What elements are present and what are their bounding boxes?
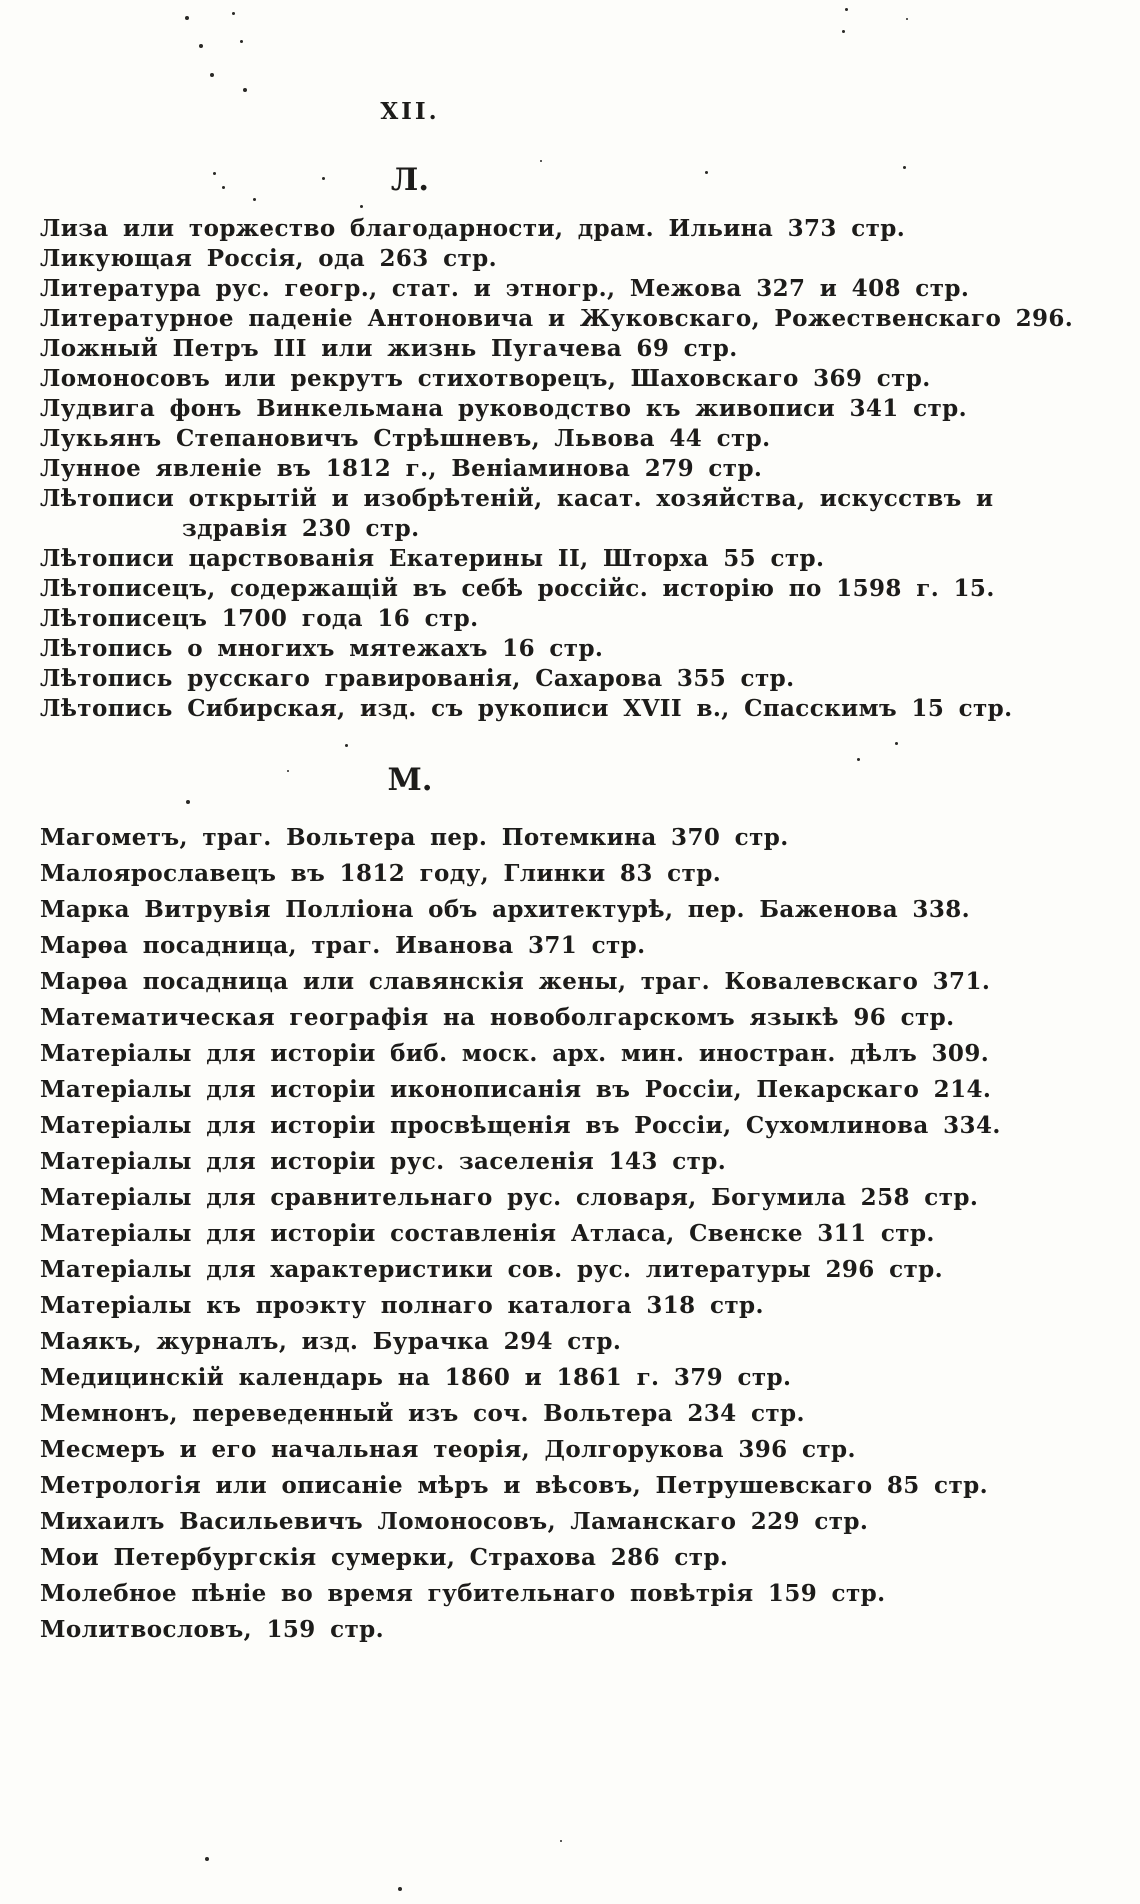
index-entry: Ликующая Россія, ода 263 стр. (40, 245, 498, 272)
index-entry: Лудвига фонъ Винкельмана руководство къ живописи 341 стр. (40, 395, 968, 422)
index-entry: Ложный Петръ III или жизнь Пугачева 69 стр. (40, 335, 738, 362)
scan-speck (895, 742, 898, 745)
index-entry: Матеріалы къ проэкту полнаго каталога 318 стр. (40, 1292, 764, 1319)
index-entry: Мои Петербургскія сумерки, Страхова 286 стр. (40, 1544, 729, 1571)
index-section (0, 762, 1140, 1648)
index-entry: Математическая географія на новоболгарскомъ языкѣ 96 стр. (40, 1004, 955, 1031)
scan-speck (222, 186, 225, 189)
index-entry: Лѣтопись о многихъ мятежахъ 16 стр. (40, 635, 604, 662)
index-entry: Лукьянъ Степановичъ Стрѣшневъ, Львова 44 стр. (40, 425, 771, 452)
scan-speck (199, 44, 203, 48)
scan-speck (240, 40, 243, 43)
scan-speck (287, 770, 289, 772)
scan-speck (857, 758, 860, 761)
index-entry: Матеріалы для исторіи составленія Атласа, Свенске 311 стр. (40, 1220, 935, 1247)
scan-speck (360, 205, 363, 208)
index-entry: Малоярославецъ въ 1812 году, Глинки 83 стр. (40, 860, 722, 887)
index-entry: Ломоносовъ или рекрутъ стихотворецъ, Шаховскаго 369 стр. (40, 365, 931, 392)
index-entry: Лунное явленіе въ 1812 г., Веніаминова 279 стр. (40, 455, 763, 482)
index-entry: Лѣтопись Сибирская, изд. съ рукописи XVII в., Спасскимъ 15 стр. (40, 695, 1013, 722)
index-entry: Молитвословъ, 159 стр. (40, 1616, 385, 1643)
index-entry: Лѣтописецъ 1700 года 16 стр. (40, 605, 479, 632)
index-entry: Марѳа посадница, траг. Иванова 371 стр. (40, 932, 646, 959)
index-entry: Магометъ, траг. Вольтера пер. Потемкина 370 стр. (40, 824, 789, 851)
index-entry: Маякъ, журналъ, изд. Бурачка 294 стр. (40, 1328, 622, 1355)
index-entry: Лѣтописи царствованія Екатерины II, Шторха 55 стр. (40, 545, 825, 572)
index-entry: Матеріалы для исторіи рус. заселенія 143 стр. (40, 1148, 727, 1175)
scan-speck (253, 198, 256, 201)
scan-speck (186, 800, 190, 804)
index-entry: Михаилъ Васильевичъ Ломоносовъ, Ламанскаго 229 стр. (40, 1508, 869, 1535)
section-letter: Л. (390, 162, 430, 198)
scan-speck (185, 16, 189, 20)
index-entry: Мемнонъ, переведенный изъ соч. Вольтера 234 стр. (40, 1400, 805, 1427)
scan-speck (560, 1840, 562, 1842)
scan-speck (906, 18, 908, 20)
scan-speck (232, 12, 235, 15)
scan-speck (243, 88, 247, 92)
scan-speck (705, 171, 708, 174)
index-entry: Матеріалы для исторіи иконописанія въ Россіи, Пекарскаго 214. (40, 1076, 992, 1103)
scan-speck (540, 160, 542, 162)
index-entry: Молебное пѣніе во время губительнаго повѣтрія 159 стр. (40, 1580, 886, 1607)
scan-speck (398, 1887, 402, 1891)
scan-speck (845, 8, 848, 11)
index-entry: Марѳа посадница или славянскія жены, траг. Ковалевскаго 371. (40, 968, 991, 995)
index-entry: Месмеръ и его начальная теорія, Долгорукова 396 стр. (40, 1436, 856, 1463)
index-section (0, 162, 1140, 724)
index-sections (0, 162, 1140, 1648)
index-entry: Матеріалы для характеристики сов. рус. литературы 296 стр. (40, 1256, 944, 1283)
scan-speck (842, 30, 845, 33)
index-entry: Лѣтописи открытій и изобрѣтеній, касат. хозяйства, искусствъ и (40, 485, 994, 512)
index-entry: Матеріалы для сравнительнаго рус. словаря, Богумила 258 стр. (40, 1184, 979, 1211)
scan-speck (205, 1857, 209, 1861)
scan-speck (903, 166, 906, 169)
index-entry: Матеріалы для исторіи биб. моск. арх. мин. иностран. дѣлъ 309. (40, 1040, 990, 1067)
index-entry: Лѣтописецъ, содержащій въ себѣ россійс. исторію по 1598 г. 15. (40, 575, 995, 602)
scan-speck (345, 744, 348, 747)
index-entry-continuation: здравія 230 стр. (182, 515, 420, 542)
index-entry: Литературное паденіе Антоновича и Жуковскаго, Рожественскаго 296. (40, 305, 1074, 332)
page-number: XII. (380, 98, 440, 125)
index-entry: Медицинскій календарь на 1860 и 1861 г. 379 стр. (40, 1364, 792, 1391)
scan-speck (213, 172, 216, 175)
section-letter: М. (387, 762, 433, 798)
index-entry: Лѣтопись русскаго гравированія, Сахарова 355 стр. (40, 665, 795, 692)
scan-speck (210, 73, 214, 77)
index-entry: Лиза или торжество благодарности, драм. Ильина 373 стр. (40, 215, 906, 242)
index-entry: Метрологія или описаніе мѣръ и вѣсовъ, Петрушевскаго 85 стр. (40, 1472, 988, 1499)
index-entry: Матеріалы для исторіи просвѣщенія въ Россіи, Сухомлинова 334. (40, 1112, 1001, 1139)
index-entry: Марка Витрувія Полліона объ архитектурѣ, пер. Баженова 338. (40, 896, 971, 923)
scan-speck (322, 177, 325, 180)
index-entry: Литература рус. геогр., стат. и этногр., Межова 327 и 408 стр. (40, 275, 970, 302)
